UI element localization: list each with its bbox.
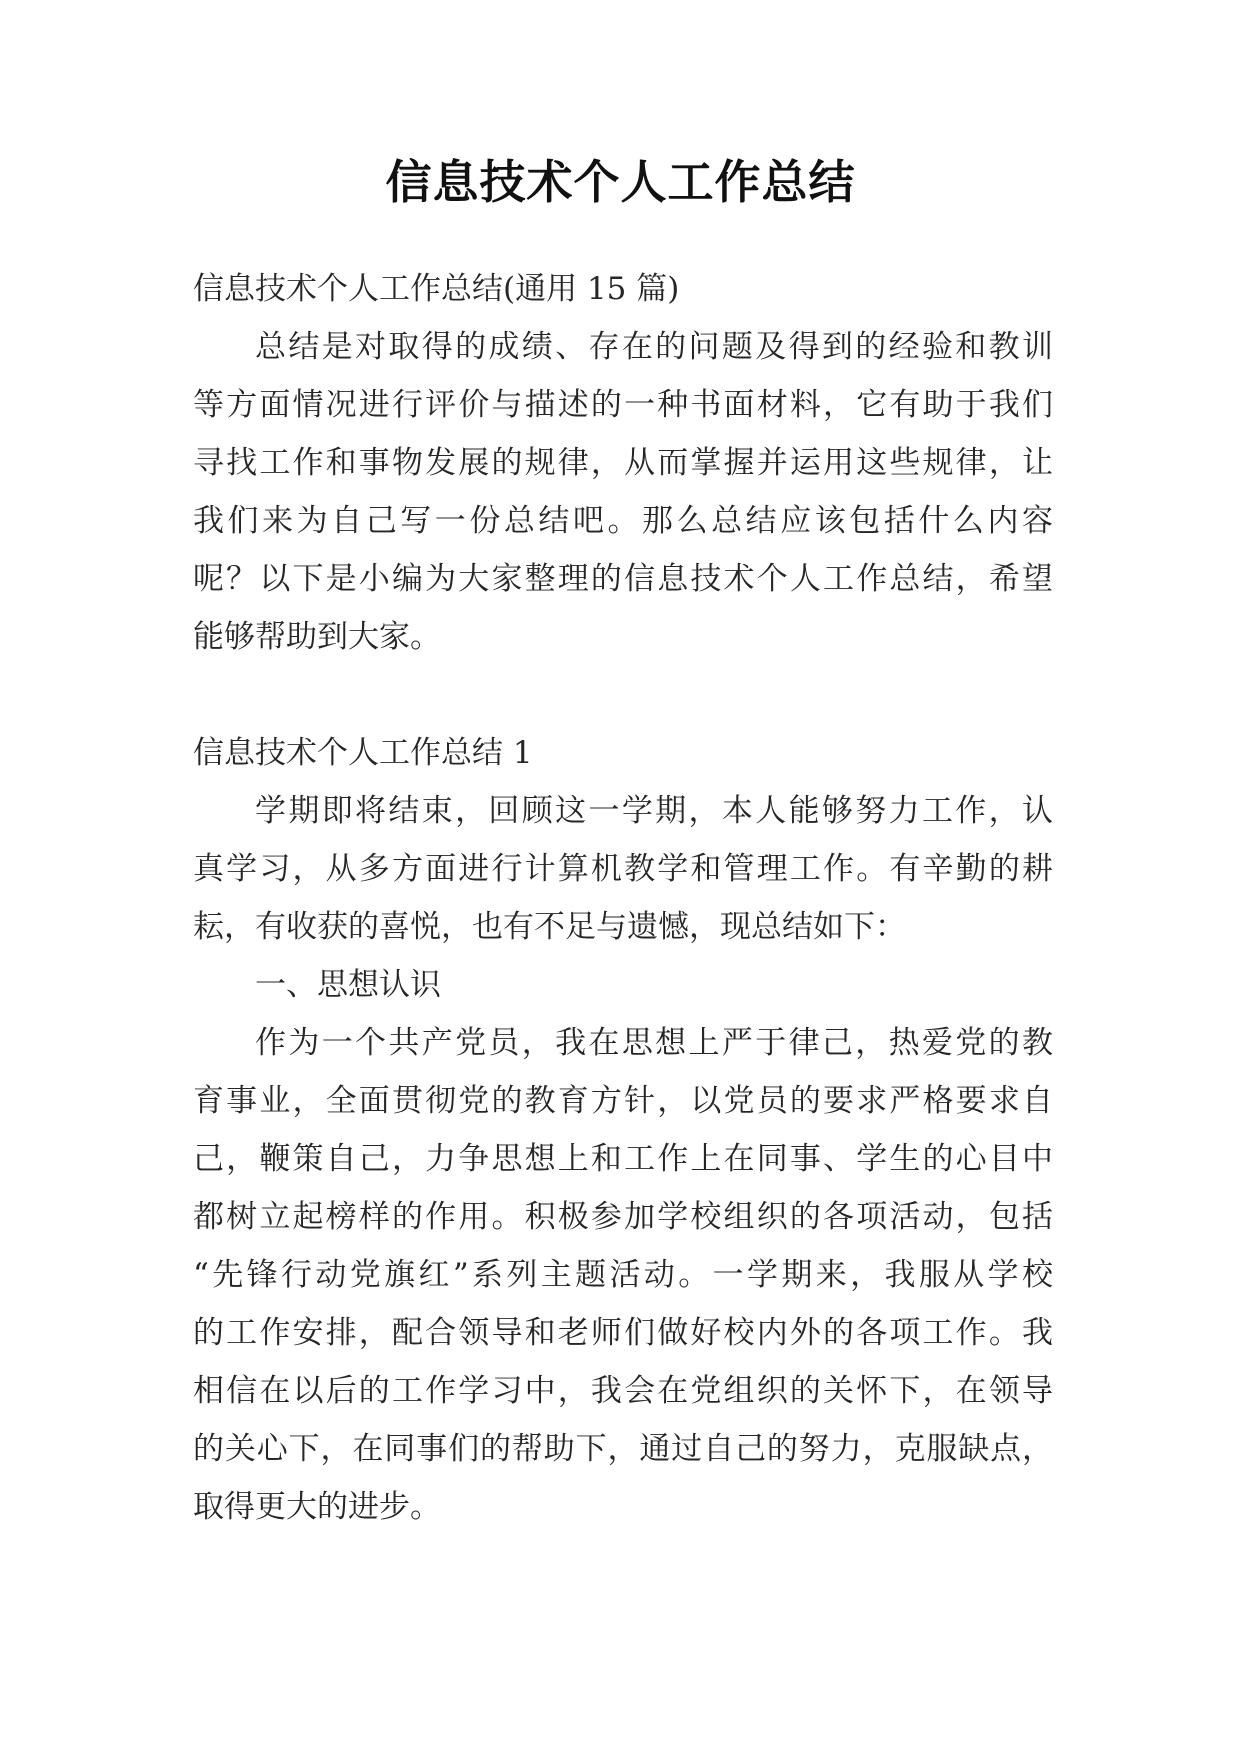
subheading: 一、思想认识: [255, 967, 441, 1003]
document-body: [193, 260, 1053, 1536]
paragraph-line: 都树立起榜样的作用。积极参加学校组织的各项活动，包括: [193, 1199, 1053, 1235]
paragraph-line: 能够帮助到大家。: [193, 619, 441, 655]
paragraph-line: 的工作安排，配合领导和老师们做好校内外的各项工作。我: [193, 1315, 1053, 1351]
document-subtitle: 信息技术个人工作总结(通用 15 篇): [193, 271, 680, 307]
document-title: 信息技术个人工作总结: [385, 155, 856, 209]
paragraph-line: 己，鞭策自己，力争思想上和工作上在同事、学生的心目中: [193, 1141, 1053, 1177]
section1-paragraph-2: [193, 1014, 1053, 1536]
paragraph-line: 我们来为自己写一份总结吧。那么总结应该包括什么内容: [193, 503, 1053, 539]
paragraph-line: 取得更大的进步。: [193, 1489, 441, 1525]
intro-paragraph: [193, 318, 1053, 666]
paragraph-line: 等方面情况进行评价与描述的一种书面材料，它有助于我们: [193, 387, 1053, 423]
section1-paragraph-1: [193, 782, 1053, 956]
paragraph-line: 的关心下，在同事们的帮助下，通过自己的努力，克服缺点，: [193, 1431, 1053, 1467]
paragraph-line: 相信在以后的工作学习中，我会在党组织的关怀下，在领导: [193, 1373, 1053, 1409]
paragraph-line: 作为一个共产党员，我在思想上严于律己，热爱党的教: [255, 1025, 1053, 1061]
paragraph-line: 耘，有收获的喜悦，也有不足与遗憾，现总结如下：: [193, 909, 906, 945]
section-heading: 信息技术个人工作总结 1: [193, 735, 533, 771]
paragraph-line: 真学习，从多方面进行计算机教学和管理工作。有辛勤的耕: [193, 851, 1053, 887]
paragraph-line: 呢？以下是小编为大家整理的信息技术个人工作总结，希望: [193, 561, 1053, 597]
paragraph-line: 育事业，全面贯彻党的教育方针，以党员的要求严格要求自: [193, 1083, 1053, 1119]
paragraph-line: 学期即将结束，回顾这一学期，本人能够努力工作，认: [255, 793, 1053, 829]
blank-line: [193, 666, 1053, 724]
paragraph-line: 寻找工作和事物发展的规律，从而掌握并运用这些规律，让: [193, 445, 1053, 481]
paragraph-line: 总结是对取得的成绩、存在的问题及得到的经验和教训: [255, 329, 1053, 365]
paragraph-line: “先锋行动党旗红”系列主题活动。一学期来，我服从学校: [193, 1257, 1053, 1293]
